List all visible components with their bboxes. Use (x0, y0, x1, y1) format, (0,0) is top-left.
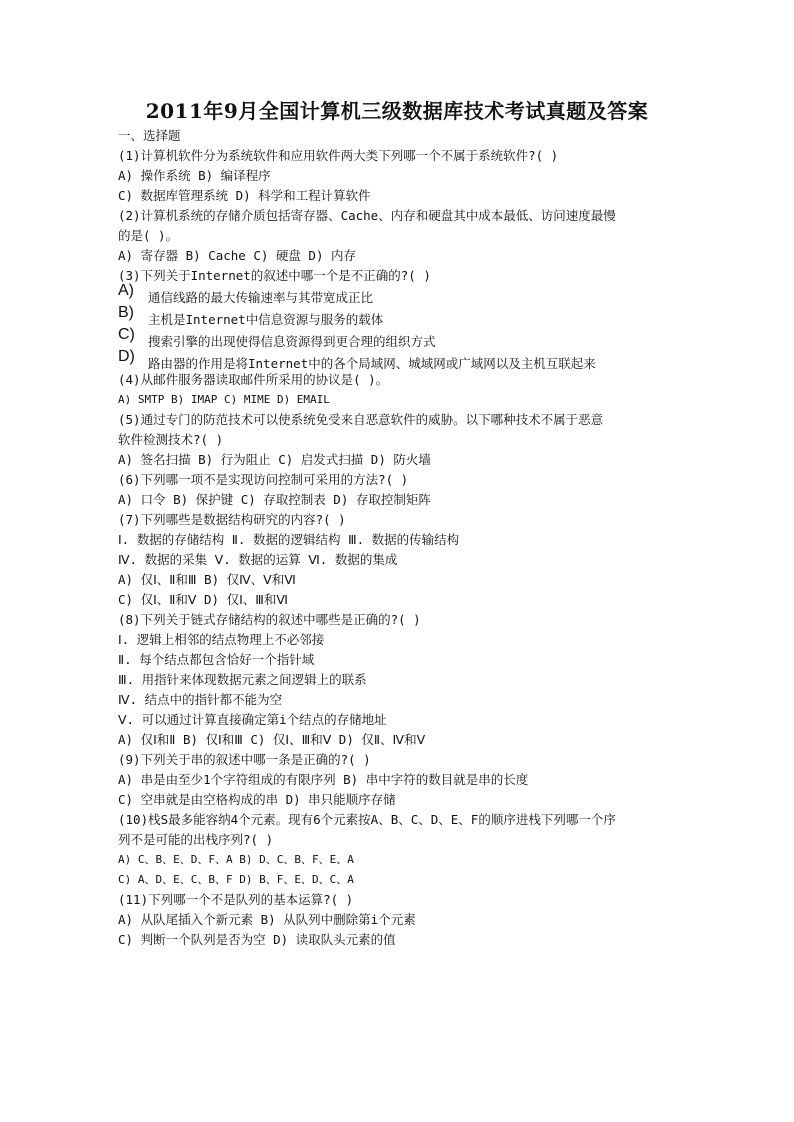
question-3-option-d (118, 348, 678, 371)
question-8-item: Ⅱ. 每个结点都包含恰好一个指针域 (118, 652, 315, 667)
question-3-option-a (118, 282, 678, 308)
question-2-stem: (2)计算机系统的存储介质包括寄存器、Cache、内存和硬盘其中成本最低、访问速度最慢 (118, 208, 616, 223)
question-10-options-ab: A) C、B、E、D、F、A B) D、C、B、F、E、A (118, 853, 354, 866)
question-5-stem: (5)通过专门的防范技术可以使系统免受来自恶意软件的威胁。以下哪种技术不属于恶意 (118, 412, 604, 427)
question-11-stem: (11)下列哪一个不是队列的基本运算?( ) (118, 892, 354, 907)
question-3-option-c (118, 326, 678, 352)
question-8-options: A) 仅Ⅰ和Ⅱ B) 仅Ⅰ和Ⅲ C) 仅Ⅰ、Ⅲ和Ⅴ D) 仅Ⅱ、Ⅳ和Ⅴ (118, 732, 426, 747)
question-6-stem: (6)下列哪一项不是实现访问控制可采用的方法?( ) (118, 472, 409, 487)
question-6-options: A) 口令 B) 保护键 C) 存取控制表 D) 存取控制矩阵 (118, 492, 431, 507)
option-text: 主机是Internet中信息资源与服务的载体 (148, 312, 384, 327)
question-9-stem: (9)下列关于串的叙述中哪一条是正确的?( ) (118, 752, 371, 767)
question-7-options-ab: A) 仅Ⅰ、Ⅱ和Ⅲ B) 仅Ⅳ、Ⅴ和Ⅵ (118, 572, 296, 587)
question-5-options: A) 签名扫描 B) 行为阻止 C) 启发式扫描 D) 防火墙 (118, 452, 431, 467)
question-1-stem: (1)计算机软件分为系统软件和应用软件两大类下列哪一个不属于系统软件?( ) (118, 148, 559, 163)
question-8-item: Ⅴ. 可以通过计算直接确定第i个结点的存储地址 (118, 712, 387, 727)
question-4-options: A) SMTP B) IMAP C) MIME D) EMAIL (118, 393, 330, 406)
option-letter: B) (118, 304, 134, 321)
document-title: 2011年9月全国计算机三级数据库技术考试真题及答案 (145, 99, 649, 123)
question-1-options-cd: C) 数据库管理系统 D) 科学和工程计算软件 (118, 188, 371, 203)
question-10-options-cd: C) A、D、E、C、B、F D) B、F、E、D、C、A (118, 873, 354, 886)
section-heading: 一、选择题 (118, 128, 181, 143)
question-7-stem: (7)下列哪些是数据结构研究的内容?( ) (118, 512, 346, 527)
option-text: 搜索引擎的出现使得信息资源得到更合理的组织方式 (148, 334, 436, 349)
option-letter: A) (118, 282, 134, 299)
question-8-item: Ⅳ. 结点中的指针都不能为空 (118, 692, 283, 707)
question-list (118, 126, 678, 950)
question-11-options-ab: A) 从队尾插入个新元素 B) 从队列中删除第i个元素 (118, 912, 416, 927)
question-4-stem: (4)从邮件服务器读取邮件所采用的协议是( )。 (118, 372, 389, 387)
question-9-options-cd: C) 空串就是由空格构成的串 D) 串只能顺序存储 (118, 792, 396, 807)
question-2-stem-cont: 的是( )。 (118, 228, 179, 243)
question-10-stem: (10)栈S最多能容纳4个元素。现有6个元素按A、B、C、D、E、F的顺序进栈下列哪一个序 (118, 812, 616, 827)
question-5-stem-cont: 软件检测技术?( ) (118, 432, 224, 447)
question-8-item: Ⅲ. 用指针来体现数据元素之间逻辑上的联系 (118, 672, 367, 687)
option-text: 路由器的作用是将Internet中的各个局域网、城域网或广域网以及主机互联起来 (148, 356, 596, 371)
question-8-item: Ⅰ. 逻辑上相邻的结点物理上不必邻接 (118, 632, 325, 647)
question-7-options-cd: C) 仅Ⅰ、Ⅱ和Ⅴ D) 仅Ⅰ、Ⅲ和Ⅵ (118, 592, 288, 607)
question-10-stem-cont: 列不是可能的出栈序列?( ) (118, 832, 274, 847)
option-letter: C) (118, 326, 135, 343)
question-7-items-2: Ⅳ. 数据的采集 Ⅴ. 数据的运算 Ⅵ. 数据的集成 (118, 552, 398, 567)
question-3-option-b (118, 304, 678, 330)
question-3-stem: (3)下列关于Internet的叙述中哪一个是不正确的?( ) (118, 268, 431, 283)
option-letter: D) (118, 348, 135, 365)
question-2-options: A) 寄存器 B) Cache C) 硬盘 D) 内存 (118, 248, 357, 263)
question-9-options-ab: A) 串是由至少1个字符组成的有限序列 B) 串中字符的数目就是串的长度 (118, 772, 529, 787)
question-7-items-1: Ⅰ. 数据的存储结构 Ⅱ. 数据的逻辑结构 Ⅲ. 数据的传输结构 (118, 532, 460, 547)
question-8-stem: (8)下列关于链式存储结构的叙述中哪些是正确的?( ) (118, 612, 421, 627)
question-11-options-cd: C) 判断一个队列是否为空 D) 读取队头元素的值 (118, 932, 396, 947)
option-text: 通信线路的最大传输速率与其带宽成正比 (148, 290, 374, 305)
question-1-options-ab: A) 操作系统 B) 编译程序 (118, 168, 271, 183)
